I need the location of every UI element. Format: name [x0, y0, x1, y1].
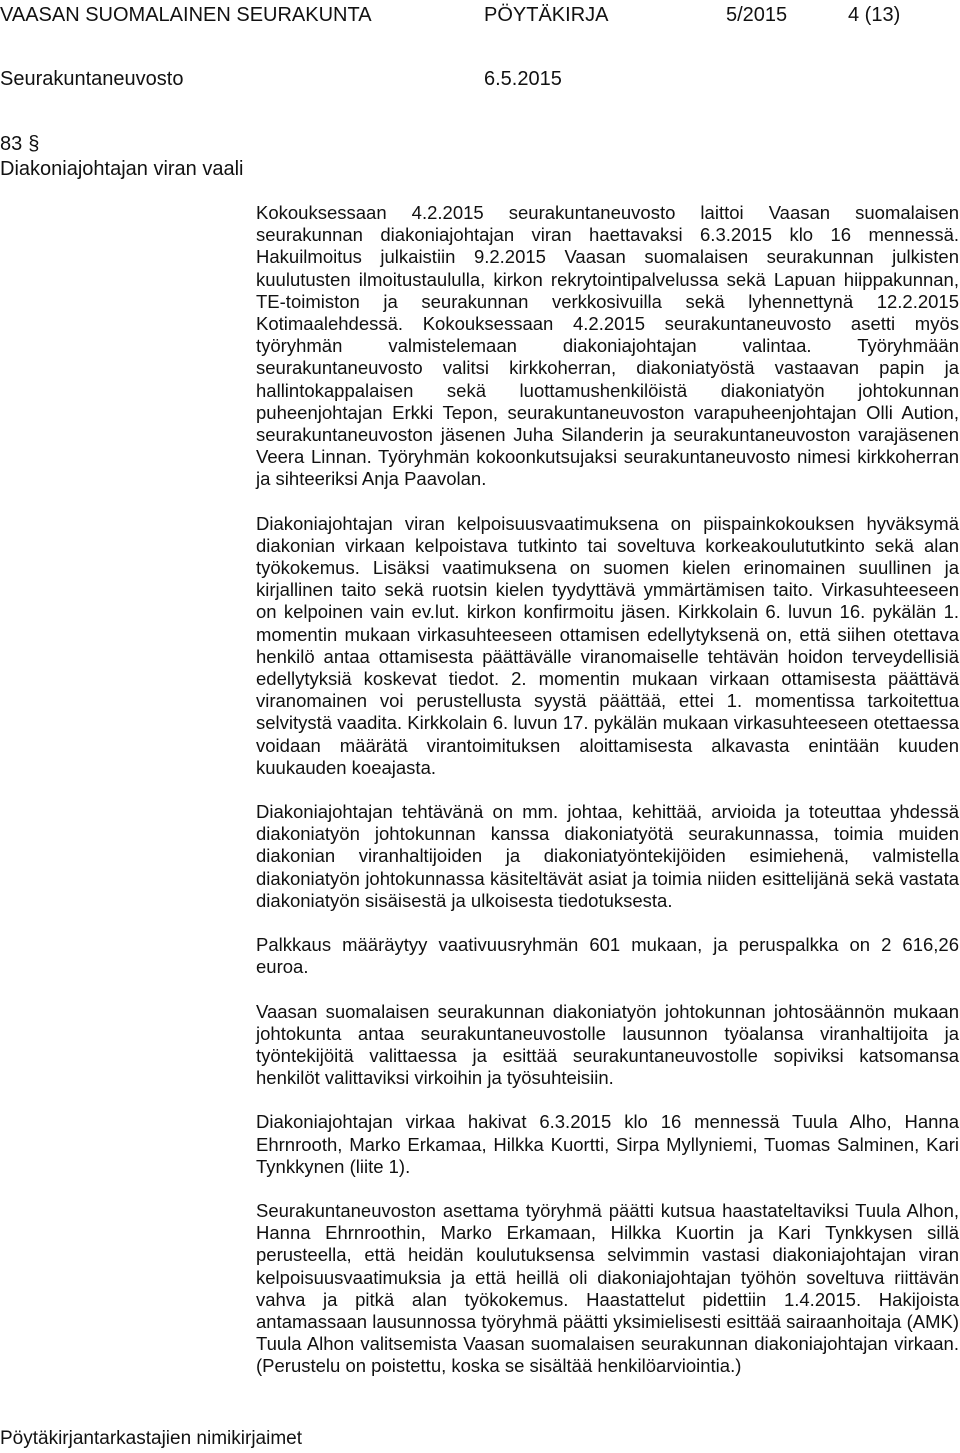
- section-title: Diakoniajohtajan viran vaali: [0, 158, 244, 180]
- paragraph-qualifications: Diakoniajohtajan viran kelpoisuusvaatimuksena on piispainkokouksen hyväksymä diakonian virkaan kelpoistava tutkinto tai soveltuva korkeakoulututkinto sekä alan työkokemus. Lisäksi vaatimuksena on suomen kielen erinomainen suullinen ja kirjallinen taito sekä ruotsin kielen tyydyttävä ymmärtämisen taito. Virkasuhteeseen on kelpoinen vain ev.lut. kirkon konfirmoitu jäsen. Kirkkolain 6. luvun 16. pykälän 1. momentin mukaan virkasuhteeseen ottamisen edellytyksenä on, että siihen otettava henkilö antaa ottamisesta päättävälle viranomaiselle tehtävän hoidon terveydellisiä edellytyksiä koskevat tiedot. 2. momentin mukaan virkaan ottamisesta päättävä viranomainen voi perustellusta syystä päättää, ettei 1. momentissa tarkoitettua selvitystä vaadita. Kirkkolain 6. luvun 17. pykälän mukaan virkasuhteeseen otettaessa voidaan määrätä virantoimituksen aloittamisesta alkavasta enintään kuuden kuukauden koeajasta.: [256, 512, 959, 778]
- page-number: 4 (13): [848, 4, 901, 26]
- section-mark: §: [28, 133, 40, 155]
- paragraph-duties: Diakoniajohtajan tehtävänä on mm. johtaa, kehittää, arvioida ja toteuttaa yhdessä diakoniatyön johtokunnan kanssa diakoniatyötä seurakunnassa, toimia muiden diakonian viranhaltijoiden ja diakoniatyöntekijöiden esimiehenä, valmistella diakoniatyön johtokunnassa käsiteltävät asiat ja toimia niiden esittelijänä sekä vastata diakoniatyön sisäisestä ja ulkoisesta tiedotuksesta.: [256, 801, 959, 911]
- paragraph-salary: Palkkaus määräytyy vaativuusryhmän 601 mukaan, ja peruspalkka on 2 616,26 euroa.: [256, 934, 959, 978]
- signature-label: Pöytäkirjantarkastajien nimikirjaimet: [0, 1428, 302, 1449]
- document-type: PÖYTÄKIRJA: [484, 4, 609, 26]
- meeting-date: 6.5.2015: [484, 68, 562, 90]
- organization-name: VAASAN SUOMALAINEN SEURAKUNTA: [0, 4, 372, 26]
- section-number: 83: [0, 133, 23, 155]
- document-body: [256, 202, 959, 1378]
- paragraph-working-group-proposal: Seurakuntaneuvoston asettama työryhmä päätti kutsua haastateltaviksi Tuula Alhon, Hanna Ehrnroothin, Marko Erkamaan, Hilkka Kuortin ja Kari Tynkkysen sillä perusteella, että heidän koulutuksensa selvimmin vastasi diakoniajohtajan viran kelpoisuusvaatimuksia ja että heillä oli diakoniajohtajan työhön soveltuva riittävän vahva ja pitkä alan työkokemus. Haastattelut pidettiin 1.4.2015. Hakijoista antamassaan lausunnossa työryhmä päätti yksimielisesti esittää sairaanhoitaja (AMK) Tuula Alhon valitsemista Vaasan suomalaisen seurakunnan diakoniajohtajan virkaan. (Perustelu on poistettu, koska se sisältää henkilöarviointia.): [256, 1199, 959, 1377]
- section-heading: [0, 132, 39, 156]
- document-number: 5/2015: [726, 4, 788, 26]
- body-name: Seurakuntaneuvosto: [0, 68, 184, 90]
- paragraph-appointment-process: Kokouksessaan 4.2.2015 seurakuntaneuvosto laittoi Vaasan suomalaisen seurakunnan diakoniajohtajan viran haettavaksi 6.3.2015 klo 16 mennessä. Hakuilmoitus julkaistiin 9.2.2015 Vaasan suomalaisen seurakunnan julkisten kuulutusten ilmoitustaululla, kirkon rekrytointipalvelussa sekä Lapuan hiippakunnan, TE-toimiston ja seurakunnan verkkosivuilla sekä lyhennettynä 12.2.2015 Kotimaalehdessä. Kokouksessaan 4.2.2015 seurakuntaneuvosto asetti myös työryhmän valmistelemaan diakoniajohtajan valintaa. Työryhmään seurakuntaneuvosto valitsi kirkkoherran, diakoniatyöstä vastaavan papin ja hallintokappalaisen sekä luottamushenkilöistä diakoniatyön johtokunnan puheenjohtajan Erkki Tepon, seurakuntaneuvoston varapuheenjohtajan Olli Aution, seurakuntaneuvoston jäsenen Juha Silanderin ja seurakuntaneuvoston varajäsenen Veera Linnan. Työryhmän kokoonkutsujaksi seurakuntaneuvosto nimesi kirkkoherran ja sihteeriksi Anja Paavolan.: [256, 202, 959, 490]
- paragraph-board-statement: Vaasan suomalaisen seurakunnan diakoniatyön johtokunnan johtosäännön mukaan johtokunta antaa seurakuntaneuvostolle lausunnon työalansa viranhaltijoita ja työntekijöitä valittaessa ja esittää seurakuntaneuvostolle sopiviksi katsomansa henkilöt valittaviksi virkoihin ja työsuhteisiin.: [256, 1000, 959, 1089]
- paragraph-applicants: Diakoniajohtajan virkaa hakivat 6.3.2015 klo 16 mennessä Tuula Alho, Hanna Ehrnrooth, Marko Erkamaa, Hilkka Kuortti, Sirpa Myllyniemi, Tuomas Salminen, Kari Tynkkynen (liite 1).: [256, 1111, 959, 1177]
